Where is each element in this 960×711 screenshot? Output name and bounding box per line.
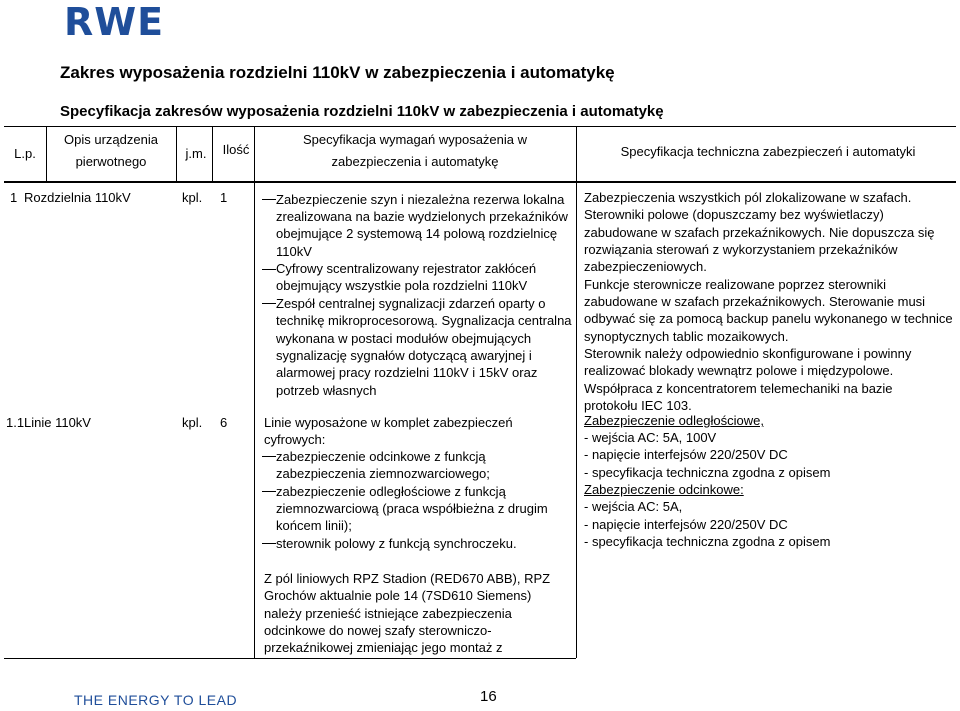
row1-tech-line: rozwiązania sterowań z wykorzystaniem przekaźników: [584, 242, 898, 257]
header-ilosc: Ilość: [222, 142, 250, 157]
row1-opis: Rozdzielnia 110kV: [24, 190, 131, 205]
row1-spec-line: Zespół centralnej sygnalizacji zdarzeń oparty o: [276, 296, 546, 311]
row2-tech-line: - napięcie interfejsów 220/250V DC: [584, 517, 788, 532]
bullet-dash: [262, 456, 276, 457]
row2-spec-note-line: należy przenieść istniejące zabezpieczenia: [264, 606, 512, 621]
row2-jm: kpl.: [182, 415, 203, 430]
header-lp: L.p.: [14, 146, 36, 161]
page-number: 16: [480, 688, 497, 705]
row2-lp: 1.1: [6, 415, 25, 430]
rwe-logo: RWE: [64, 0, 165, 44]
row2-ilosc: 6: [220, 415, 228, 430]
table-top-border: [4, 126, 956, 127]
row1-spec-line: 110kV: [276, 244, 312, 259]
row2-spec-line: zabezpieczenie odcinkowe z funkcją: [276, 449, 486, 464]
header-spec-line2: zabezpieczenia i automatykę: [331, 154, 499, 169]
row1-spec-line: sygnalizację sygnałów dotyczącą awaryjnej i: [276, 348, 532, 363]
row2-tech-line: - napięcie interfejsów 220/250V DC: [584, 447, 788, 462]
row1-jm: kpl.: [182, 190, 203, 205]
header-tech: Specyfikacja techniczna zabezpieczeń i automatyki: [620, 144, 916, 159]
row2-tech-line: - specyfikacja techniczna zgodna z opisem: [584, 465, 831, 480]
row1-spec-line: obejmujący wszystkie pola rozdzielni 110kV: [276, 278, 528, 293]
row1-tech-line: Sterownik należy odpowiednio skonfigurowane i powinny: [584, 346, 912, 361]
table-bottom-border: [4, 658, 576, 659]
row1-tech-line: zabudowane w szafach przekaźnikowych. Sterowanie musi: [584, 294, 926, 309]
row1-spec-line: technikę mikroprocesorową. Sygnalizacja centralna: [276, 313, 572, 328]
row2-spec-line: zabezpieczenie odległościowe z funkcją: [276, 484, 506, 499]
row1-spec-line: zrealizowana na bazie wydzielonych przekaźników: [276, 209, 568, 224]
row2-spec-note-line: Grochów aktualnie pole 14 (7SD610 Siemens): [264, 588, 532, 603]
bullet-dash: [262, 543, 276, 544]
bullet-dash: [262, 269, 276, 270]
row1-lp: 1: [10, 190, 18, 205]
row1-tech-line: protokołu IEC 103.: [584, 398, 692, 413]
header-opis-line1: Opis urządzenia: [64, 132, 158, 147]
row2-opis: Linie 110kV: [24, 415, 91, 430]
row1-spec-line: wykonana w postaci modułów obejmujących: [276, 331, 532, 346]
bullet-dash: [262, 303, 276, 304]
row1-spec-line: Cyfrowy scentralizowany rejestrator zakłóceń: [276, 261, 537, 276]
header-spec-line1: Specyfikacja wymagań wyposażenia w: [303, 132, 527, 147]
row1-tech-line: zabezpieczeniowych.: [584, 259, 707, 274]
header-bottom-border: [4, 181, 956, 183]
row1-tech-line: zabudowane w szafach przekaźnikowych. Nie dopuszcza się: [584, 225, 935, 240]
row2-tech-line: - specyfikacja techniczna zgodna z opisem: [584, 534, 831, 549]
row1-tech-line: realizować blokady wewnątrz polowe i międzypolowe.: [584, 363, 894, 378]
row2-tech-heading: Zabezpieczenie odległościowe,: [584, 413, 764, 428]
row2-spec-note-line: przekaźnikowej zmieniając jego montaż z: [264, 640, 503, 655]
header-jm: j.m.: [185, 146, 207, 161]
row2-tech-line: - wejścia AC: 5A, 100V: [584, 430, 717, 445]
row1-tech-line: Funkcje sterownicze realizowane poprzez sterowniki: [584, 277, 887, 292]
page-subtitle: Specyfikacja zakresów wyposażenia rozdzielni 110kV w zabezpieczenia i automatykę: [60, 103, 664, 120]
row1-tech-line: Sterowniki polowe (dopuszczamy bez wyświetlaczy): [584, 207, 884, 222]
row1-spec-line: Zabezpieczenie szyn i niezależna rezerwa lokalna: [276, 192, 565, 207]
row2-spec-line: Linie wyposażone w komplet zabezpieczeń: [264, 415, 513, 430]
row2-spec-note-line: odcinkowe do nowej szafy sterowniczo-: [264, 623, 492, 638]
row2-spec-line: ziemnozwarciową (praca współbieżna z drugim: [276, 501, 548, 516]
row1-tech-line: Współpraca z koncentratorem telemechaniki na bazie: [584, 381, 893, 396]
footer-slogan: THE ENERGY TO LEAD: [74, 692, 238, 708]
row1-spec-line: obejmujące 2 systemową 14 polową rozdzielnicę: [276, 226, 558, 241]
row1-tech-line: odbywać się za pomocą backup panelu wykonanego w technice: [584, 311, 953, 326]
page-title: Zakres wyposażenia rozdzielni 110kV w zabezpieczenia i automatykę: [60, 63, 615, 82]
header-opis-line2: pierwotnego: [75, 154, 147, 169]
row1-tech-line: Zabezpieczenia wszystkich pól zlokalizowane w szafach.: [584, 190, 912, 205]
row1-spec-line: alarmowej pracy rozdzielni 110kV i 15kV oraz: [276, 365, 538, 380]
row2-tech-line: - wejścia AC: 5A,: [584, 499, 683, 514]
row1-spec-line: potrzeb własnych: [276, 383, 377, 398]
col-divider-5: [576, 126, 577, 658]
row1-ilosc: 1: [220, 190, 228, 205]
row1-tech-line: synoptycznych tablic mozaikowych.: [584, 329, 789, 344]
row2-spec-line: zabezpieczenia ziemnozwarciowego;: [276, 466, 490, 481]
bullet-dash: [262, 199, 276, 200]
row2-tech-heading: Zabezpieczenie odcinkowe:: [584, 482, 744, 497]
row2-spec-note-line: Z pól liniowych RPZ Stadion (RED670 ABB), RPZ: [264, 571, 551, 586]
col-divider-4: [254, 126, 255, 658]
row2-spec-line: cyfrowych:: [264, 432, 326, 447]
row2-spec-line: sterownik polowy z funkcją synchroczeku.: [276, 536, 517, 551]
row2-spec-line: końcem linii);: [276, 518, 352, 533]
bullet-dash: [262, 491, 276, 492]
